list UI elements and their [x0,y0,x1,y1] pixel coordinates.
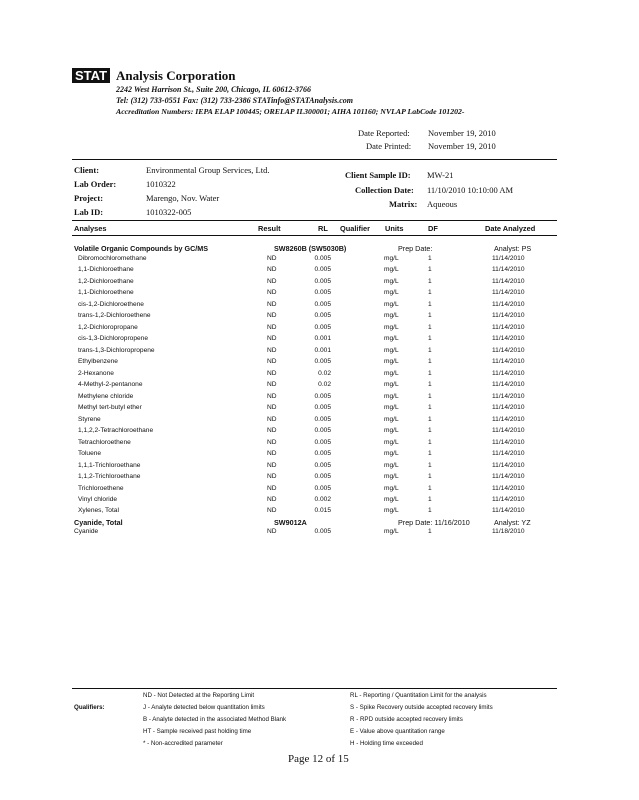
df-value: 1 [428,507,432,514]
table-row [0,370,639,380]
units-value: mg/L [384,507,399,514]
date-analyzed-value: 11/14/2010 [492,473,525,480]
company-contact: Tel: (312) 733-0551 Fax: (312) 733-2386 STATinfo@STATAnalysis.com [116,96,353,105]
df-value: 1 [428,462,432,469]
table-row [0,450,639,460]
date-analyzed-value: 11/14/2010 [492,462,525,469]
analyte-name: 4-Methyl-2-pentanone [78,381,143,388]
date-analyzed-value: 11/14/2010 [492,439,525,446]
table-row [0,255,639,265]
divider [72,688,557,689]
df-value: 1 [428,439,432,446]
table-row [0,507,639,517]
units-value: mg/L [384,255,399,262]
analyte-name: 1,1,2,2-Tetrachloroethane [78,427,154,434]
table-row [0,427,639,437]
matrix-value: Aqueous [427,199,458,209]
date-analyzed-value: 11/14/2010 [492,496,525,503]
table-row [0,393,639,403]
voc-title: Volatile Organic Compounds by GC/MS [74,244,209,253]
lab-order-label: Lab Order: [74,179,117,189]
table-row [0,358,639,368]
table-row [0,289,639,299]
units-value: mg/L [384,289,399,296]
date-analyzed-value: 11/14/2010 [492,416,525,423]
df-value: 1 [428,335,432,342]
analyte-name: Cyanide [74,528,99,535]
table-row [0,404,639,414]
qualifiers-label: Qualifiers: [74,704,105,711]
units-value: mg/L [384,485,399,492]
rl-value: 0.001 [314,347,331,354]
cyanide-method: SW9012A [274,518,307,527]
qualifier-right: S - Spike Recovery outside accepted recovery limits [350,704,493,711]
analyte-name: Dibromochloromethane [78,255,147,262]
date-analyzed-value: 11/14/2010 [492,278,525,285]
df-value: 1 [428,485,432,492]
lab-id-value: 1010322-005 [146,207,192,217]
analyte-name: Methyl tert-butyl ether [78,404,142,411]
table-row [0,496,639,506]
units-value: mg/L [384,312,399,319]
col-analyses: Analyses [74,224,107,233]
rl-value: 0.005 [314,358,331,365]
result-value: ND [267,439,277,446]
table-row [0,473,639,483]
result-value: ND [267,528,277,535]
rl-value: 0.001 [314,335,331,342]
table-row [0,266,639,276]
qualifier-left: ND - Not Detected at the Reporting Limit [143,692,255,699]
lab-id-label: Lab ID: [74,207,104,217]
date-reported-label: Date Reported: [358,128,410,138]
col-df: DF [428,224,438,233]
project-label: Project: [74,193,104,203]
df-value: 1 [428,289,432,296]
divider [72,235,557,236]
qualifier-right: E - Value above quantitation range [350,728,445,735]
rl-value: 0.005 [314,393,331,400]
df-value: 1 [428,266,432,273]
rl-value: 0.005 [314,255,331,262]
cyanide-prep-date: Prep Date: 11/16/2010 [398,518,470,527]
df-value: 1 [428,416,432,423]
qualifier-left: J - Analyte detected below quantitation limits [143,704,265,711]
units-value: mg/L [384,301,399,308]
analyte-name: 1,1-Dichloroethene [78,289,134,296]
date-reported-value: November 19, 2010 [428,128,496,138]
page-number: Page 12 of 15 [288,753,349,765]
company-address: 2242 West Harrison St., Suite 200, Chicago, IL 60612-3766 [116,85,311,94]
rl-value: 0.005 [314,485,331,492]
rl-value: 0.005 [314,416,331,423]
table-row [0,485,639,495]
analyte-name: cis-1,2-Dichloroethene [78,301,144,308]
date-analyzed-value: 11/14/2010 [492,393,525,400]
rl-value: 0.015 [314,507,331,514]
units-value: mg/L [384,528,399,535]
df-value: 1 [428,370,432,377]
col-units: Units [385,224,404,233]
units-value: mg/L [384,393,399,400]
divider [72,159,557,160]
table-row [0,416,639,426]
result-value: ND [267,358,277,365]
df-value: 1 [428,347,432,354]
qualifier-left: * - Non-accredited parameter [143,740,223,747]
result-value: ND [267,289,277,296]
result-value: ND [267,324,277,331]
analyte-name: trans-1,3-Dichloropropene [78,347,155,354]
result-value: ND [267,266,277,273]
date-analyzed-value: 11/14/2010 [492,381,525,388]
date-analyzed-value: 11/14/2010 [492,312,525,319]
result-value: ND [267,335,277,342]
col-date-analyzed: Date Analyzed [485,224,536,233]
table-row [0,278,639,288]
units-value: mg/L [384,324,399,331]
client-sample-id-label: Client Sample ID: [345,170,411,180]
result-value: ND [267,404,277,411]
df-value: 1 [428,301,432,308]
table-row [0,528,639,538]
rl-value: 0.005 [314,450,331,457]
rl-value: 0.005 [314,289,331,296]
units-value: mg/L [384,439,399,446]
col-qualifier: Qualifier [340,224,370,233]
analyte-name: 1,1-Dichloroethane [78,266,134,273]
qualifier-right: R - RPD outside accepted recovery limits [350,716,463,723]
date-analyzed-value: 11/14/2010 [492,404,525,411]
result-value: ND [267,450,277,457]
df-value: 1 [428,255,432,262]
col-result: Result [258,224,281,233]
voc-prep-date: Prep Date: [398,244,433,253]
result-value: ND [267,312,277,319]
voc-method: SW8260B (SW5030B) [274,244,347,253]
date-analyzed-value: 11/14/2010 [492,324,525,331]
voc-analyst: Analyst: PS [494,244,532,253]
divider [72,220,557,221]
analyte-name: 1,1,2-Trichloroethane [78,473,141,480]
df-value: 1 [428,404,432,411]
table-row [0,439,639,449]
matrix-label: Matrix: [389,199,418,209]
client-value: Environmental Group Services, Ltd. [146,165,270,175]
df-value: 1 [428,450,432,457]
rl-value: 0.005 [314,528,331,535]
units-value: mg/L [384,370,399,377]
date-analyzed-value: 11/14/2010 [492,335,525,342]
date-analyzed-value: 11/14/2010 [492,301,525,308]
result-value: ND [267,473,277,480]
analyte-name: Toluene [78,450,102,457]
units-value: mg/L [384,335,399,342]
rl-value: 0.005 [314,312,331,319]
rl-value: 0.005 [314,462,331,469]
analyte-name: Styrene [78,416,101,423]
date-analyzed-value: 11/14/2010 [492,266,525,273]
rl-value: 0.02 [318,370,331,377]
units-value: mg/L [384,496,399,503]
result-value: ND [267,301,277,308]
analyte-name: 1,1,1-Trichloroethane [78,462,141,469]
analyte-name: 1,2-Dichloropropane [78,324,138,331]
units-value: mg/L [384,427,399,434]
date-analyzed-value: 11/14/2010 [492,289,525,296]
rl-value: 0.002 [314,496,331,503]
qualifier-right: H - Holding time exceeded [350,740,423,747]
units-value: mg/L [384,450,399,457]
analyte-name: Trichloroethene [78,485,124,492]
analyte-name: 2-Hexanone [78,370,114,377]
date-analyzed-value: 11/14/2010 [492,358,525,365]
result-value: ND [267,427,277,434]
result-value: ND [267,393,277,400]
analyte-name: Methylene chloride [78,393,134,400]
df-value: 1 [428,473,432,480]
analyte-name: Vinyl chloride [78,496,118,503]
df-value: 1 [428,427,432,434]
rl-value: 0.005 [314,278,331,285]
df-value: 1 [428,381,432,388]
rl-value: 0.005 [314,404,331,411]
result-value: ND [267,381,277,388]
date-printed-label: Date Printed: [366,141,412,151]
rl-value: 0.005 [314,427,331,434]
units-value: mg/L [384,404,399,411]
client-sample-id-value: MW-21 [427,170,454,180]
company-name: Analysis Corporation [116,68,236,83]
stat-logo: STAT [72,68,110,83]
units-value: mg/L [384,358,399,365]
analyte-name: Tetrachloroethene [78,439,131,446]
result-value: ND [267,507,277,514]
date-analyzed-value: 11/14/2010 [492,427,525,434]
client-label: Client: [74,165,100,175]
date-printed-value: November 19, 2010 [428,141,496,151]
df-value: 1 [428,312,432,319]
rl-value: 0.005 [314,473,331,480]
units-value: mg/L [384,462,399,469]
accreditation-numbers: Accreditation Numbers: IEPA ELAP 100445; ORELAP IL300001; AIHA 101160; NVLAP LabCode 101202- [116,107,465,116]
date-analyzed-value: 11/14/2010 [492,347,525,354]
analyte-name: Xylenes, Total [78,507,119,514]
analyte-name: trans-1,2-Dichloroethene [78,312,151,319]
lab-order-value: 1010322 [146,179,176,189]
rl-value: 0.005 [314,266,331,273]
units-value: mg/L [384,416,399,423]
units-value: mg/L [384,381,399,388]
table-row [0,335,639,345]
df-value: 1 [428,496,432,503]
collection-date-value: 11/10/2010 10:10:00 AM [427,185,514,195]
df-value: 1 [428,528,432,535]
rl-value: 0.02 [318,381,331,388]
date-analyzed-value: 11/14/2010 [492,450,525,457]
rl-value: 0.005 [314,324,331,331]
result-value: ND [267,370,277,377]
date-analyzed-value: 11/14/2010 [492,485,525,492]
df-value: 1 [428,393,432,400]
table-row [0,381,639,391]
df-value: 1 [428,358,432,365]
table-row [0,324,639,334]
cyanide-analyst: Analyst: YZ [494,518,531,527]
table-row [0,462,639,472]
table-row [0,301,639,311]
units-value: mg/L [384,473,399,480]
units-value: mg/L [384,347,399,354]
result-value: ND [267,347,277,354]
rl-value: 0.005 [314,301,331,308]
collection-date-label: Collection Date: [355,185,414,195]
table-row [0,347,639,357]
date-analyzed-value: 11/14/2010 [492,255,525,262]
analyte-name: 1,2-Dichloroethane [78,278,134,285]
col-rl: RL [318,224,328,233]
cyanide-title: Cyanide, Total [74,518,123,527]
result-value: ND [267,485,277,492]
project-value: Marengo, Nov. Water [146,193,220,203]
analyte-name: cis-1,3-Dichloropropene [78,335,149,342]
units-value: mg/L [384,278,399,285]
date-analyzed-value: 11/18/2010 [492,528,525,535]
date-analyzed-value: 11/14/2010 [492,507,525,514]
qualifier-left: HT - Sample received past holding time [143,728,252,735]
result-value: ND [267,462,277,469]
df-value: 1 [428,278,432,285]
table-row [0,312,639,322]
date-analyzed-value: 11/14/2010 [492,370,525,377]
qualifier-right: RL - Reporting / Quantitation Limit for the analysis [350,692,487,699]
result-value: ND [267,416,277,423]
analyte-name: Ethylbenzene [78,358,118,365]
result-value: ND [267,496,277,503]
df-value: 1 [428,324,432,331]
result-value: ND [267,255,277,262]
rl-value: 0.005 [314,439,331,446]
qualifier-left: B - Analyte detected in the associated Method Blank [143,716,287,723]
result-value: ND [267,278,277,285]
units-value: mg/L [384,266,399,273]
